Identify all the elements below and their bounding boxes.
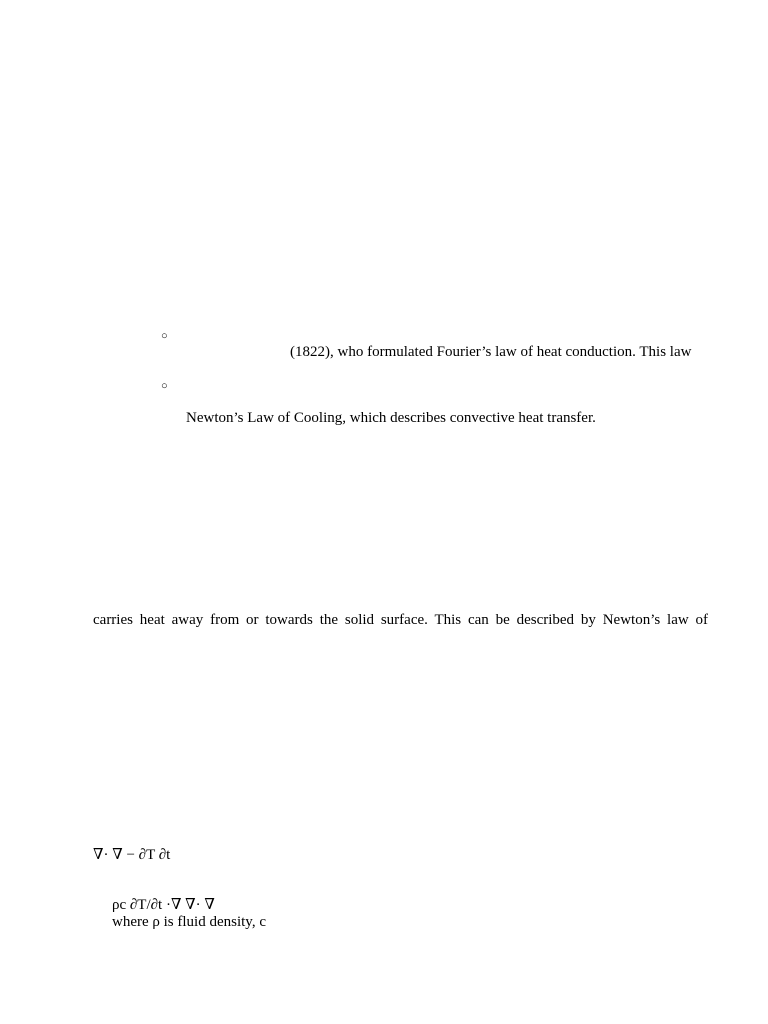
equation-line-2: ρc ∂T/∂t ·∇ ∇· ∇ <box>112 897 215 913</box>
where-line: where ρ is fluid density, c <box>112 914 266 930</box>
bullet-1: ○ <box>161 330 168 342</box>
newton-cooling-line: Newton’s Law of Cooling, which describes convective heat transfer. <box>186 410 596 426</box>
fourier-line: (1822), who formulated Fourier’s law of heat conduction. This law <box>290 344 692 360</box>
convection-line: carries heat away from or towards the solid surface. This can be described by Newton’s law of <box>93 612 708 628</box>
equation-line-1: ∇· ∇ − ∂T ∂t <box>93 847 171 863</box>
bullet-2: ○ <box>161 380 168 392</box>
